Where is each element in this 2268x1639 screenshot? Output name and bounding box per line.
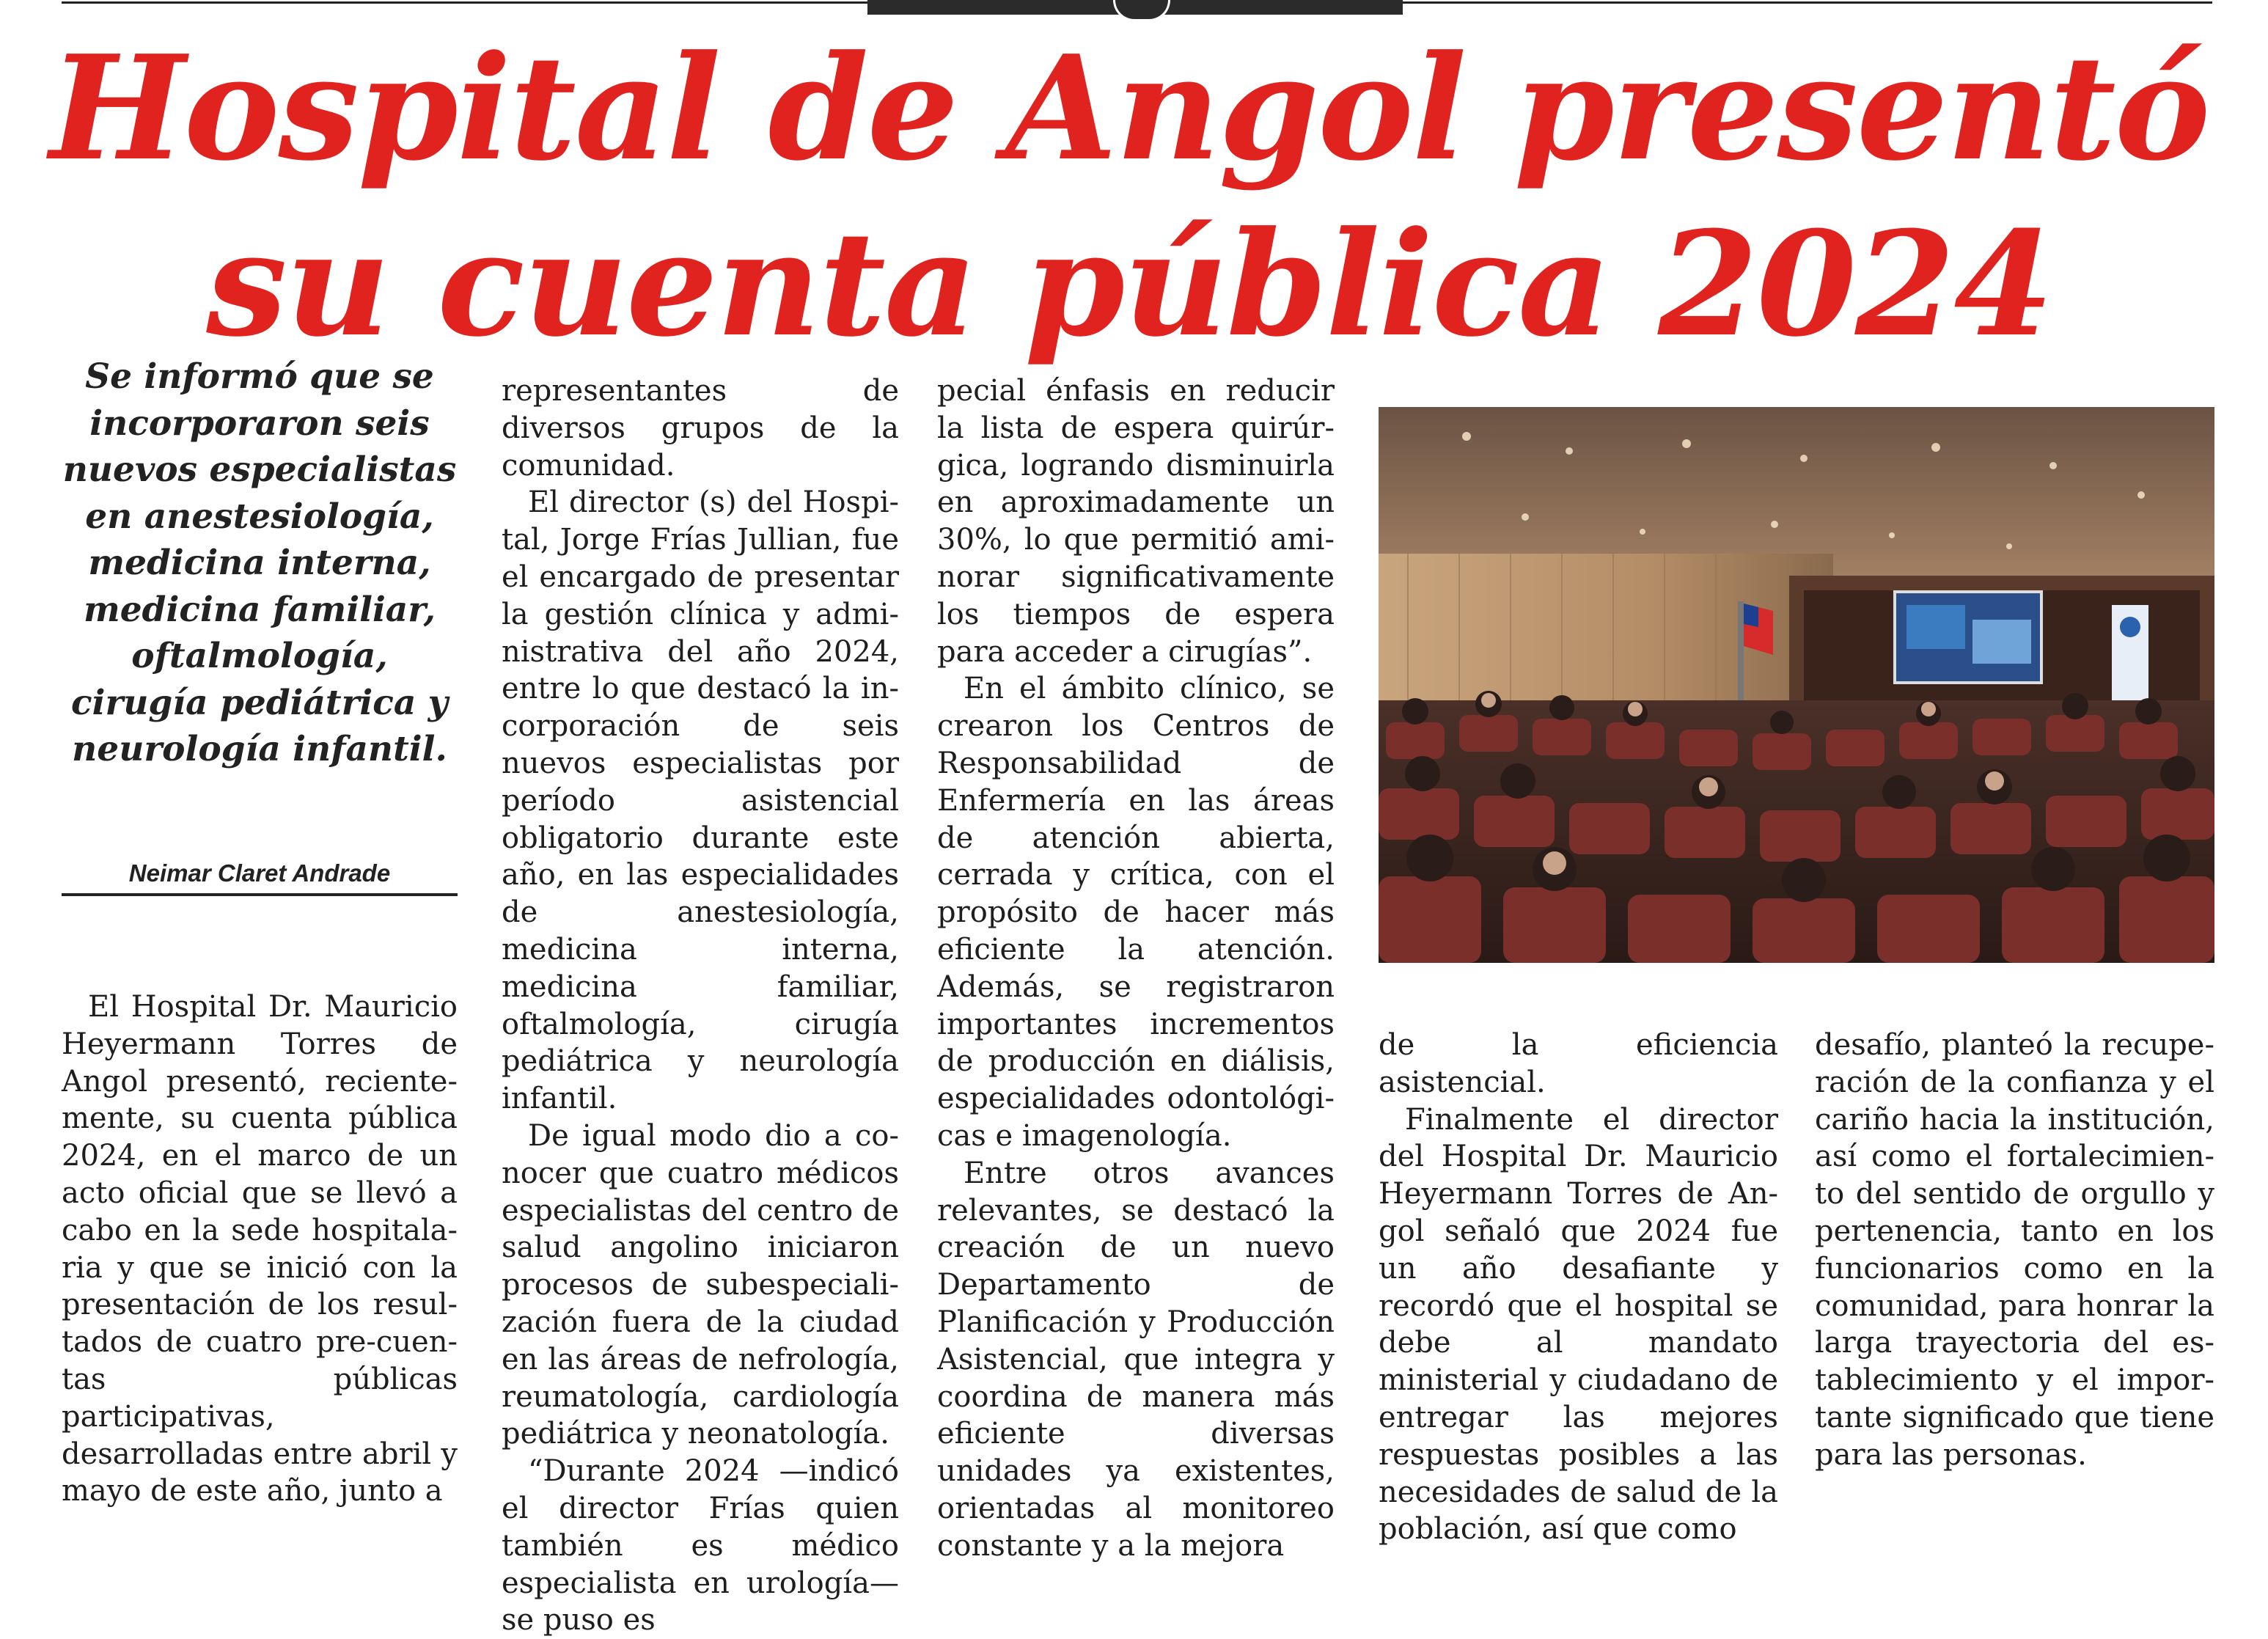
article-column-3 (937, 373, 1335, 1565)
headline (44, 21, 2214, 373)
paragraph: En el ámbito clínico, se crearon los Centros de Responsabilidad de Enfermería en las áreas de atención abierta, cerrada y crítica, con el propósito de hacer más eficiente la atención. Además, se registraron importantes incrementos de producción en diálisis, especialidades odontológicas e imagenología. (937, 672, 1335, 1153)
author-rule (62, 893, 458, 896)
paragraph: de la eficiencia asistencial. (1379, 1028, 1778, 1099)
headline-line-2: su cuenta pública 2024 (206, 200, 2052, 369)
section-emblem-icon (1113, 0, 1170, 21)
paragraph: El Hospital Dr. Mauricio Heyermann Torres de Angol presentó, recientemente, su cuenta pública 2024, en el marco de un acto oficial que se llevó a cabo en la sede hospitalaria y que se inició con la presentación de los resultados de cuatro pre-cuentas públicas participativas, desarrolladas entre abril y mayo de este año, junto a (62, 990, 458, 1508)
lede-summary: Se informó que se incorporaron seis nuevos especialistas en anestesiología, medicina interna, medicina familiar, oftalmología, cirugía pediátrica y neurología infantil. (62, 356, 457, 769)
paragraph: Finalmente el director del Hospital Dr. Mauricio Heyermann Torres de Angol señaló que 2024 fue un año desafiante y recordó que el hospital se debe al mandato ministerial y ciudadano de entregar las mejores respuestas posibles a las necesidades de salud de la población, así que como (1379, 1102, 1778, 1547)
paragraph: representantes de diversos grupos de la comunidad. (502, 374, 899, 483)
paragraph: desafío, planteó la recuperación de la confianza y el cariño hacia la institución, así como el fortalecimiento del sentido de orgullo y pertenencia, tanto en los funcionarios como en la comunidad, para honrar la larga trayectoria del establecimiento y el importante significado que tiene para las personas. (1815, 1028, 2214, 1472)
article-column-5 (1815, 1027, 2214, 1474)
paragraph: De igual modo dio a conocer que cuatro médicos especialistas del centro de salud angolino iniciaron procesos de subespecialización fuera de la ciudad en las áreas de nefrología, reumatología, cardiología pediátrica y neonatología. (502, 1118, 899, 1451)
article-column-4 (1379, 1027, 1778, 1548)
paragraph: “Durante 2024 —indicó el director Frías quien también es médico especialista en urología— se puso es (502, 1454, 899, 1638)
paragraph: Entre otros avances relevantes, se destacó la creación de un nuevo Departamento de Planificación y Producción Asistencial, que integra y coordina de manera más eficiente diversas unidades ya existentes, orientadas al monitoreo constante y a la mejora (937, 1156, 1335, 1563)
paragraph: pecial énfasis en reducir la lista de espera quirúrgica, logrando disminuirla en aproximadamente un 30%, lo que permitió aminorar significativamente los tiempos de espera para acceder a cirugías”. (937, 374, 1335, 669)
author-byline: Neimar Claret Andrade (128, 859, 391, 887)
auditorium-photo (1379, 407, 2214, 963)
article-column-1 (62, 989, 458, 1510)
article-column-2 (502, 373, 899, 1639)
paragraph: El director (s) del Hospital, Jorge Frías Jullian, fue el encargado de presentar la gestión clínica y administrativa del año 2024, entre lo que destacó la incorporación de seis nuevos especialistas por período asistencial obligatorio durante este año, en las especialidades de anestesiología, medicina interna, medicina familiar, oftalmología, cirugía pediátrica y neurología infantil. (502, 485, 899, 1116)
top-rule-right (1402, 1, 2212, 4)
top-rule-left (62, 1, 868, 4)
headline-line-1: Hospital de Angol presentó (49, 24, 2209, 193)
